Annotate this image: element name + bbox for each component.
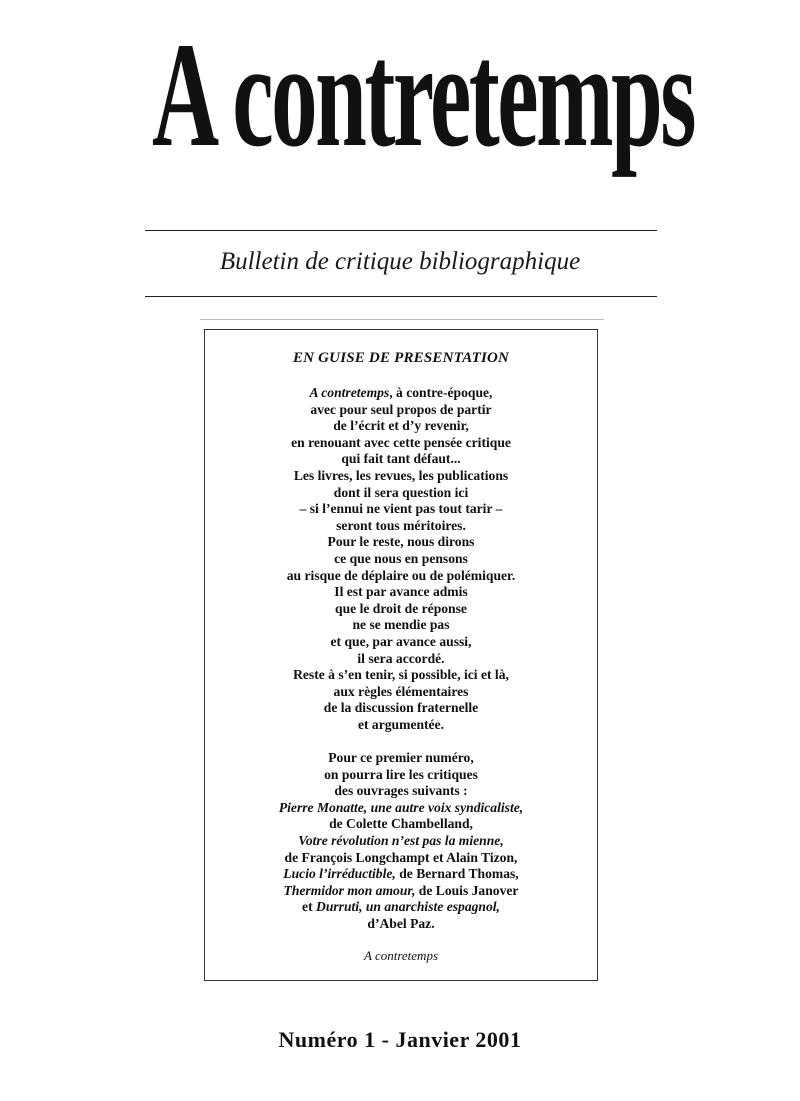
text-fragment: de la discussion fraternelle xyxy=(323,700,479,716)
title-reference: Votre révolution n’est pas la mienne, xyxy=(298,833,504,849)
text-fragment: , à contre-époque, xyxy=(389,385,493,400)
text-line xyxy=(205,800,597,817)
text-line xyxy=(205,385,597,402)
text-line xyxy=(205,418,597,435)
text-line xyxy=(205,767,597,784)
text-fragment: – si l’ennui ne vient pas tout tarir – xyxy=(299,501,503,517)
title-reference: A contretemps xyxy=(309,385,390,400)
text-line xyxy=(205,866,597,883)
text-fragment: et que, par avance aussi, xyxy=(330,633,472,649)
text-line xyxy=(205,468,597,485)
text-fragment: avec pour seul propos de partir xyxy=(310,401,492,417)
issue-number: Numéro 1 - Janvier 2001 xyxy=(278,1027,522,1052)
text-fragment: et argumentée. xyxy=(357,716,445,732)
text-fragment: aux règles élémentaires xyxy=(333,683,469,699)
presentation-text xyxy=(205,385,597,933)
text-fragment: dont il sera question ici xyxy=(333,484,469,500)
text-fragment: que le droit de réponse xyxy=(335,600,467,616)
presentation-signature: A contretemps xyxy=(363,948,438,963)
text-line xyxy=(205,684,597,701)
text-line xyxy=(205,850,597,867)
text-line xyxy=(205,501,597,518)
top-divider xyxy=(145,230,657,231)
text-fragment: de l’écrit et d’y revenir, xyxy=(333,418,469,434)
text-line xyxy=(205,783,597,800)
text-line xyxy=(205,601,597,618)
text-fragment: et xyxy=(302,899,316,915)
text-line xyxy=(205,717,597,734)
text-fragment: seront tous méritoires. xyxy=(336,517,466,533)
text-fragment: d’Abel Paz. xyxy=(367,916,435,931)
text-line xyxy=(205,816,597,833)
text-fragment: ne se mendie pas xyxy=(352,617,450,633)
text-fragment: ce que nous en pensons xyxy=(334,550,468,566)
presentation-box xyxy=(204,329,598,981)
text-line xyxy=(205,916,597,933)
text-fragment: de François Longchampt et Alain Tizon, xyxy=(284,849,518,865)
text-fragment: au risque de déplaire ou de polémiquer. xyxy=(286,567,516,583)
text-line xyxy=(205,485,597,502)
text-line xyxy=(205,534,597,551)
text-line xyxy=(205,435,597,452)
title-reference: Lucio l’irréductible, xyxy=(283,866,396,882)
text-line xyxy=(205,568,597,585)
text-fragment: Reste à s’en tenir, si possible, ici et là, xyxy=(293,667,509,683)
text-line xyxy=(205,833,597,850)
text-fragment: on pourra lire les critiques xyxy=(324,766,478,782)
text-line xyxy=(205,518,597,535)
masthead-title: A contretemps xyxy=(152,12,695,178)
title-reference: Durruti, un anarchiste espagnol, xyxy=(316,899,500,915)
text-line xyxy=(205,750,597,767)
faint-divider xyxy=(200,319,604,320)
presentation-title: EN GUISE DE PRESENTATION xyxy=(292,350,510,366)
text-line xyxy=(205,700,597,717)
text-line xyxy=(205,667,597,684)
subtitle: Bulletin de critique bibliographique xyxy=(219,248,581,275)
text-line xyxy=(205,883,597,900)
title-reference: Pierre Monatte, une autre voix syndicaliste, xyxy=(278,799,524,815)
text-line xyxy=(205,617,597,634)
text-line xyxy=(205,899,597,916)
text-line xyxy=(205,551,597,568)
text-fragment: il sera accordé. xyxy=(357,650,445,666)
text-fragment: de Bernard Thomas, xyxy=(395,866,519,882)
text-fragment: de Colette Chambelland, xyxy=(329,816,473,832)
text-fragment: de Louis Janover xyxy=(415,882,519,898)
title-reference: Thermidor mon amour, xyxy=(283,882,416,898)
text-line xyxy=(205,651,597,668)
text-fragment: Il est par avance admis xyxy=(334,584,468,600)
text-fragment: Pour le reste, nous dirons xyxy=(327,534,475,550)
text-line xyxy=(205,451,597,468)
text-line xyxy=(205,634,597,651)
text-fragment: en renouant avec cette pensée critique xyxy=(291,434,511,450)
text-line xyxy=(205,402,597,419)
bottom-divider xyxy=(145,296,657,297)
text-fragment: des ouvrages suivants : xyxy=(334,783,468,799)
text-fragment: qui fait tant défaut... xyxy=(341,451,461,467)
text-fragment: Pour ce premier numéro, xyxy=(328,750,474,766)
text-line xyxy=(205,584,597,601)
text-fragment: Les livres, les revues, les publications xyxy=(293,467,509,483)
paragraph-gap xyxy=(205,733,597,750)
